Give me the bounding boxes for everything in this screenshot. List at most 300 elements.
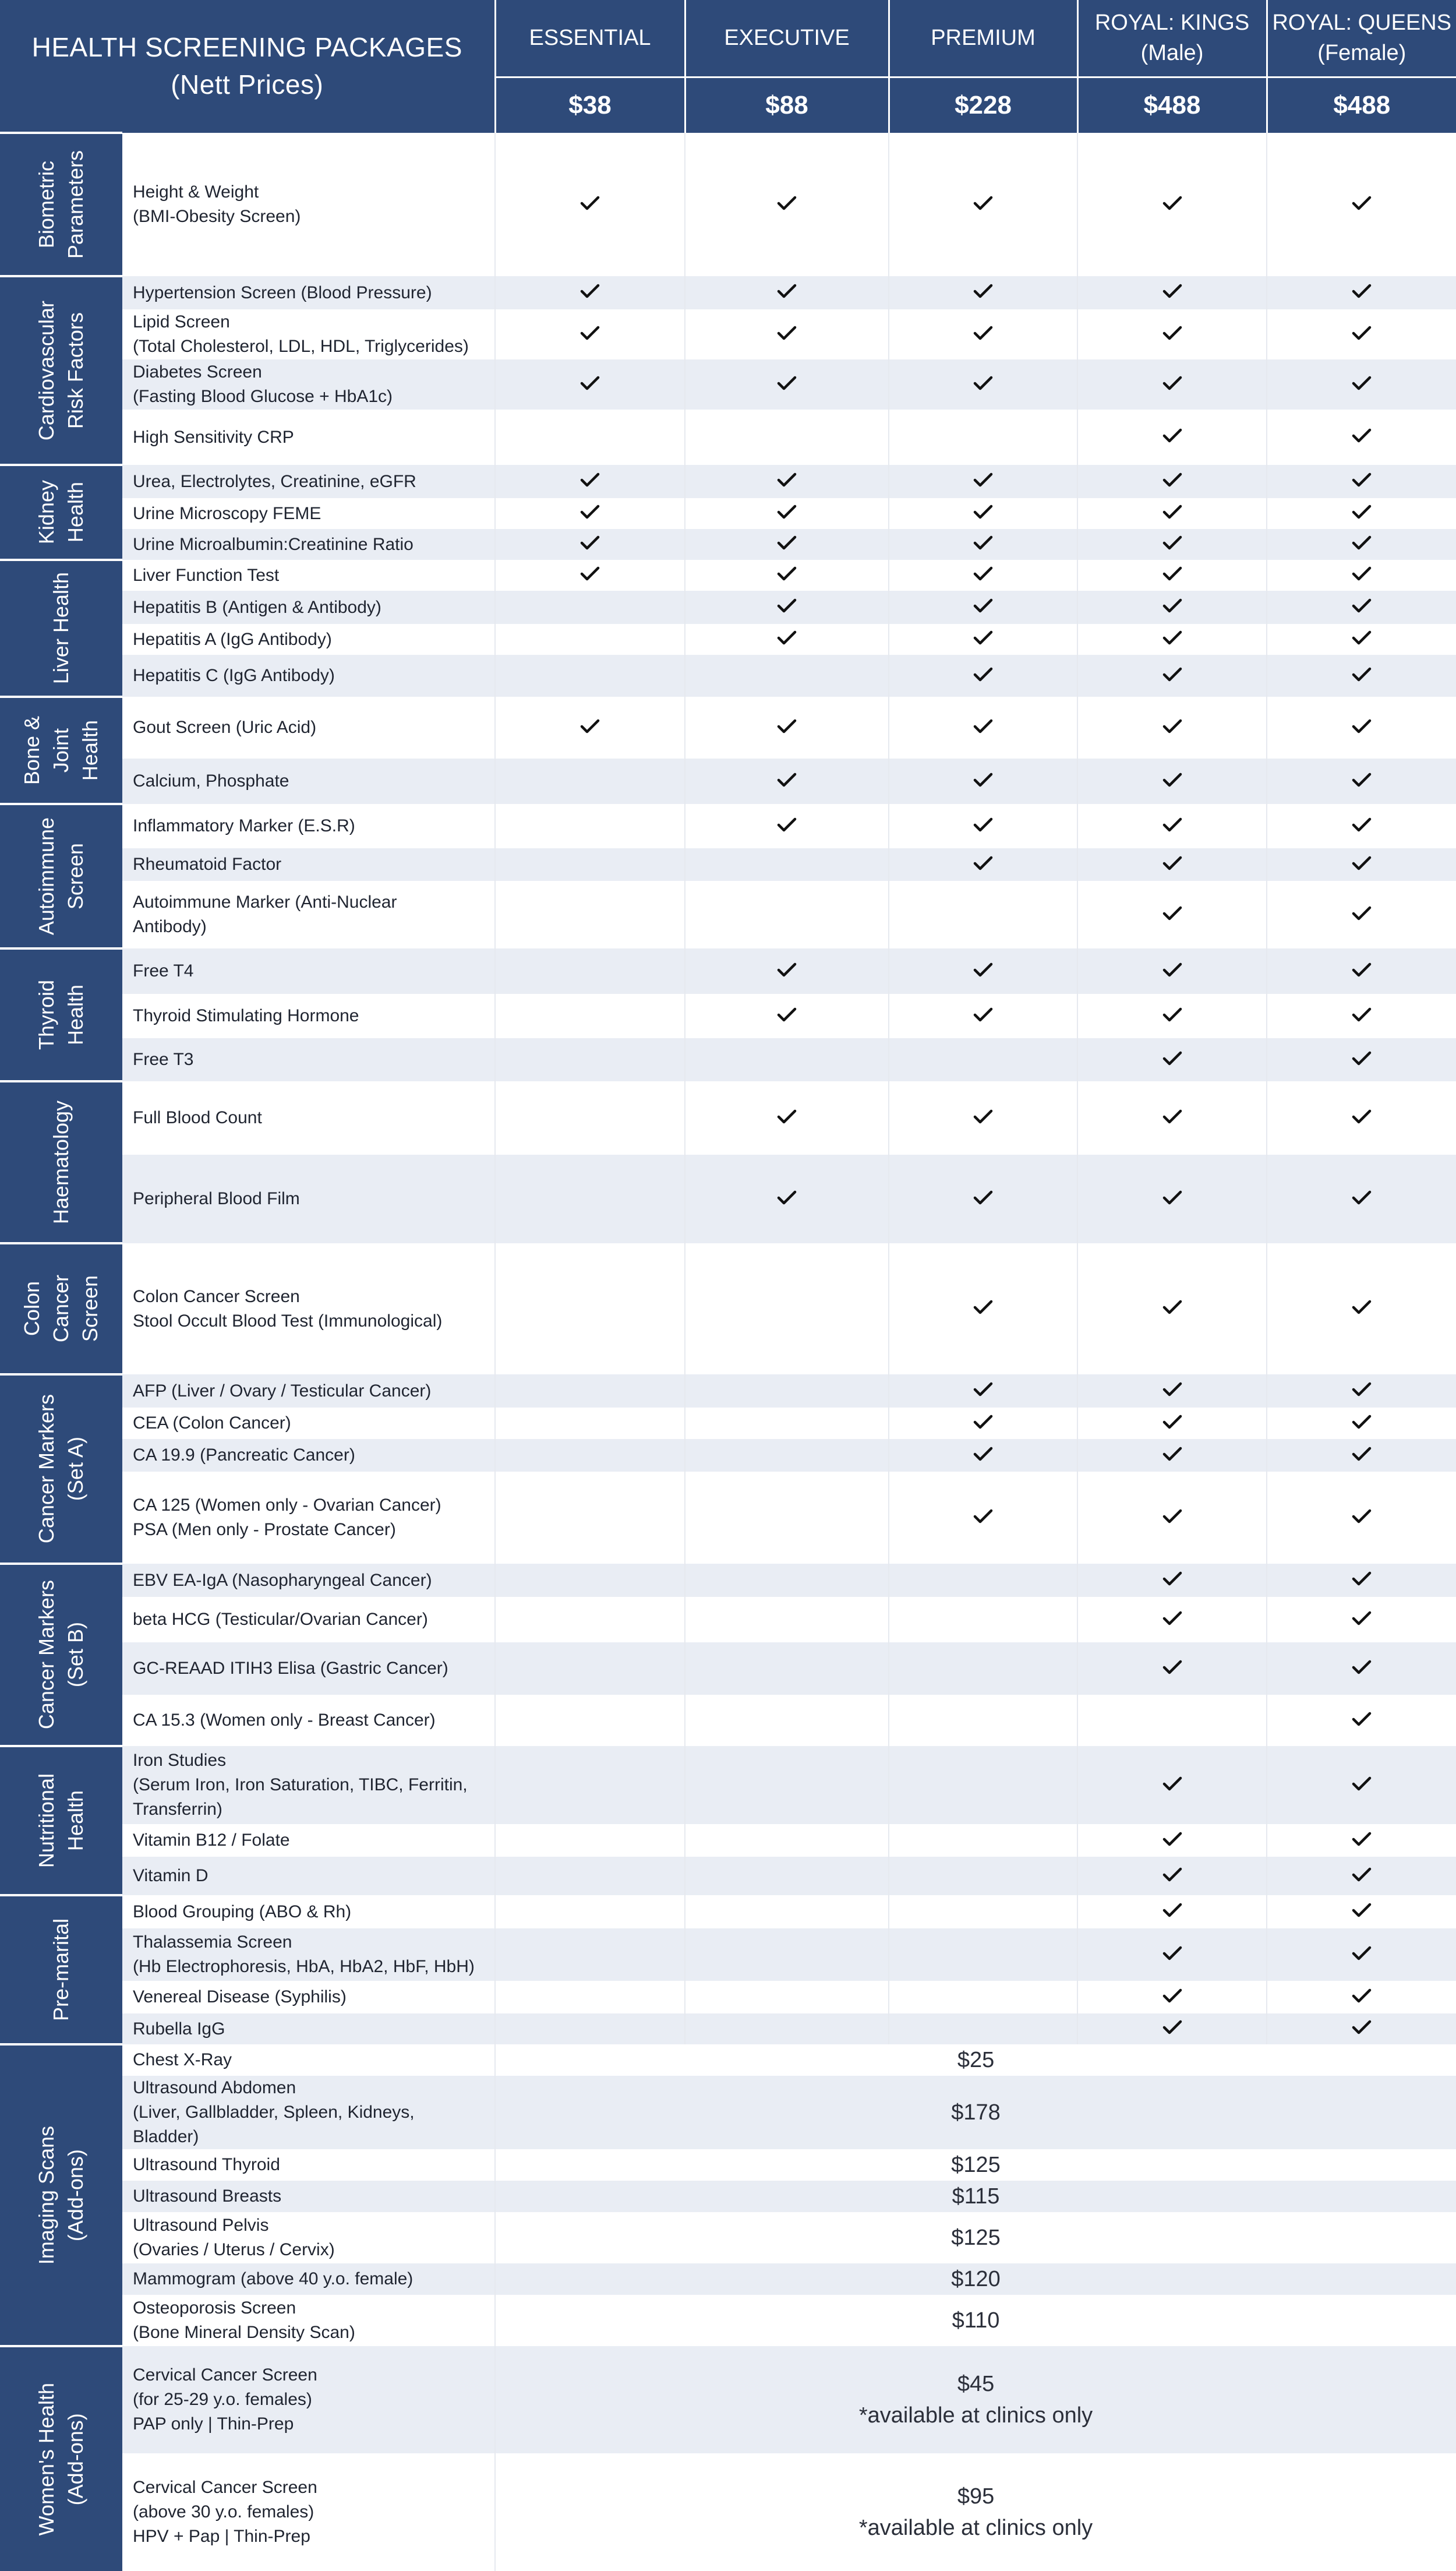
package-cell (495, 1695, 685, 1746)
check-icon (1162, 855, 1182, 872)
package-cell (1077, 759, 1267, 804)
table-row (0, 1895, 1456, 1928)
test-name: Venereal Disease (Syphilis) (122, 1981, 495, 2013)
package-price-royal-kings: $488 (1077, 77, 1267, 133)
category-label (0, 1746, 122, 1895)
category-label (0, 2044, 122, 2346)
package-cell (685, 1746, 889, 1824)
package-cell (1077, 1408, 1267, 1439)
package-cell (495, 1408, 685, 1439)
package-cell (1267, 1642, 1456, 1695)
check-icon (1162, 905, 1182, 922)
package-cell (889, 309, 1077, 359)
package-cell (495, 848, 685, 881)
check-icon (1352, 1109, 1372, 1125)
package-price-executive: $88 (685, 77, 889, 133)
check-icon (1352, 1050, 1372, 1067)
table-row (0, 881, 1456, 948)
test-name: CEA (Colon Cancer) (122, 1408, 495, 1439)
check-icon (777, 566, 797, 582)
package-cell (1267, 276, 1456, 309)
category-label (0, 804, 122, 948)
check-icon (1352, 504, 1372, 520)
package-cell (1077, 591, 1267, 624)
package-cell (1267, 1564, 1456, 1597)
check-icon (1352, 1571, 1372, 1587)
package-cell (1267, 359, 1456, 410)
table-row (0, 1642, 1456, 1695)
title-line-2: (Nett Prices) (171, 69, 324, 100)
package-cell (1267, 881, 1456, 948)
package-cell (1267, 948, 1456, 994)
package-cell (889, 1374, 1077, 1408)
package-cell (889, 994, 1077, 1038)
check-icon (1352, 472, 1372, 488)
package-cell (495, 1472, 685, 1564)
package-cell (1077, 1642, 1267, 1695)
check-icon (1162, 283, 1182, 299)
test-name: CA 125 (Women only - Ovarian Cancer) PSA (Men only - Prostate Cancer) (122, 1472, 495, 1564)
package-cell (685, 498, 889, 529)
package-cell (685, 1408, 889, 1439)
check-icon (777, 1007, 797, 1023)
package-cell (495, 591, 685, 624)
package-cell (685, 1155, 889, 1243)
table-row (0, 2453, 1456, 2571)
check-icon (1162, 1508, 1182, 1525)
check-icon (973, 630, 993, 646)
category-name: Colon Cancer Screen (20, 1275, 102, 1343)
test-name: Peripheral Blood Film (122, 1155, 495, 1243)
table-row (0, 804, 1456, 848)
package-cell (1267, 994, 1456, 1038)
test-name: Ultrasound Abdomen (Liver, Gallbladder, Spleen, Kidneys, Bladder) (122, 2076, 495, 2149)
package-price-premium: $228 (889, 77, 1077, 133)
category-label (0, 2346, 122, 2571)
category-label (0, 1374, 122, 1564)
check-icon (973, 1446, 993, 1462)
package-cell (1267, 1746, 1456, 1824)
check-icon (1352, 1508, 1372, 1525)
package-cell (1267, 1695, 1456, 1746)
category-label (0, 133, 122, 276)
package-cell (685, 591, 889, 624)
table-row (0, 1746, 1456, 1824)
category-name: Cardiovascular Risk Factors (34, 300, 87, 441)
table-row (0, 2346, 1456, 2453)
package-cell (889, 133, 1077, 276)
test-name: Hepatitis A (IgG Antibody) (122, 624, 495, 655)
category-name: Cancer Markers (Set B) (34, 1580, 87, 1730)
category-label (0, 465, 122, 560)
package-cell (889, 1928, 1077, 1981)
package-cell (1077, 2013, 1267, 2044)
check-icon (973, 962, 993, 978)
package-cell (1267, 410, 1456, 465)
check-icon (1162, 195, 1182, 211)
package-cell (889, 948, 1077, 994)
addon-price: $115 (495, 2181, 1456, 2212)
package-cell (685, 276, 889, 309)
check-icon (1352, 1867, 1372, 1883)
package-cell (1267, 1155, 1456, 1243)
check-icon (1162, 1414, 1182, 1430)
table-row (0, 529, 1456, 560)
category-label (0, 948, 122, 1081)
check-icon (1352, 2019, 1372, 2036)
test-name: Vitamin B12 / Folate (122, 1824, 495, 1857)
check-icon (1352, 772, 1372, 788)
package-name-essential: ESSENTIAL (495, 0, 685, 77)
package-cell (685, 948, 889, 994)
check-icon (1162, 1988, 1182, 2004)
package-cell (1267, 655, 1456, 697)
table-row (0, 1824, 1456, 1857)
check-icon (1352, 1945, 1372, 1962)
table-row (0, 1243, 1456, 1374)
test-name: Liver Function Test (122, 560, 495, 591)
category-name: Biometric Parameters (34, 150, 87, 259)
test-name: Free T3 (122, 1038, 495, 1081)
test-name: Iron Studies (Serum Iron, Iron Saturation, TIBC, Ferritin, Transferrin) (122, 1746, 495, 1824)
check-icon (1352, 1610, 1372, 1627)
test-name: CA 19.9 (Pancreatic Cancer) (122, 1439, 495, 1472)
package-cell (1077, 655, 1267, 697)
package-cell (495, 1155, 685, 1243)
package-cell (495, 1981, 685, 2013)
package-cell (1077, 1928, 1267, 1981)
package-cell (1077, 309, 1267, 359)
package-cell (889, 591, 1077, 624)
package-name-royal-kings: ROYAL: KINGS (Male) (1077, 0, 1267, 77)
table-row (0, 1408, 1456, 1439)
package-cell (1267, 560, 1456, 591)
table-row (0, 2263, 1456, 2295)
package-cell (1077, 1439, 1267, 1472)
package-cell (685, 133, 889, 276)
check-icon (973, 566, 993, 582)
category-label (0, 560, 122, 697)
check-icon (1162, 666, 1182, 683)
check-icon (1352, 598, 1372, 614)
test-name: CA 15.3 (Women only - Breast Cancer) (122, 1695, 495, 1746)
package-cell (685, 1695, 889, 1746)
test-name: Ultrasound Thyroid (122, 2149, 495, 2181)
package-cell (889, 1408, 1077, 1439)
package-cell (1267, 624, 1456, 655)
package-cell (685, 1895, 889, 1928)
table-row (0, 560, 1456, 591)
package-cell (1077, 697, 1267, 759)
package-cell (495, 309, 685, 359)
package-cell (889, 1824, 1077, 1857)
package-cell (495, 804, 685, 848)
check-icon (777, 472, 797, 488)
check-icon (777, 1190, 797, 1206)
test-name: Rubella IgG (122, 2013, 495, 2044)
check-icon (580, 472, 600, 488)
check-icon (973, 1381, 993, 1398)
package-cell (495, 624, 685, 655)
check-icon (1352, 1659, 1372, 1676)
test-name: Thyroid Stimulating Hormone (122, 994, 495, 1038)
package-cell (685, 1824, 889, 1857)
check-icon (1352, 855, 1372, 872)
package-cell (685, 1642, 889, 1695)
package-cell (1267, 2013, 1456, 2044)
package-name-premium: PREMIUM (889, 0, 1077, 77)
table-row (0, 1081, 1456, 1155)
package-cell (1077, 804, 1267, 848)
table-row (0, 2013, 1456, 2044)
table-row (0, 1564, 1456, 1597)
package-cell (1077, 1895, 1267, 1928)
package-price-essential: $38 (495, 77, 685, 133)
check-icon (1162, 428, 1182, 444)
package-cell (1267, 465, 1456, 498)
package-cell (889, 1155, 1077, 1243)
check-icon (1352, 1381, 1372, 1398)
category-name: Pre-marital (49, 1918, 73, 2022)
check-icon (1352, 1988, 1372, 2004)
package-name-executive: EXECUTIVE (685, 0, 889, 77)
package-cell (1077, 1243, 1267, 1374)
package-cell (1267, 309, 1456, 359)
check-icon (777, 630, 797, 646)
check-icon (973, 1508, 993, 1525)
package-cell (685, 1038, 889, 1081)
check-icon (777, 598, 797, 614)
package-cell (1077, 410, 1267, 465)
check-icon (580, 375, 600, 392)
check-icon (777, 962, 797, 978)
table-row (0, 759, 1456, 804)
package-cell (685, 655, 889, 697)
package-cell (495, 1824, 685, 1857)
package-cell (889, 1695, 1077, 1746)
table-row (0, 655, 1456, 697)
check-icon (777, 325, 797, 341)
package-cell (685, 624, 889, 655)
check-icon (1162, 772, 1182, 788)
package-cell (685, 2013, 889, 2044)
package-cell (1077, 1981, 1267, 2013)
package-cell (685, 529, 889, 560)
package-cell (1077, 624, 1267, 655)
check-icon (1352, 666, 1372, 683)
test-name: Urine Microalbumin:Creatinine Ratio (122, 529, 495, 560)
test-name: Height & Weight (BMI-Obesity Screen) (122, 133, 495, 276)
package-cell (495, 1374, 685, 1408)
table-row (0, 410, 1456, 465)
table-row (0, 2295, 1456, 2346)
package-cell (1267, 1895, 1456, 1928)
package-cell (889, 624, 1077, 655)
test-name: Autoimmune Marker (Anti-Nuclear Antibody) (122, 881, 495, 948)
package-cell (685, 1597, 889, 1642)
package-name-royal-queens: ROYAL: QUEENS (Female) (1267, 0, 1456, 77)
test-name: Urine Microscopy FEME (122, 498, 495, 529)
test-name: Free T4 (122, 948, 495, 994)
check-icon (1162, 630, 1182, 646)
package-cell (1267, 1439, 1456, 1472)
package-cell (495, 410, 685, 465)
package-cell (889, 1439, 1077, 1472)
package-cell (889, 1243, 1077, 1374)
package-cell (1267, 697, 1456, 759)
check-icon (777, 772, 797, 788)
package-cell (685, 359, 889, 410)
package-cell (889, 881, 1077, 948)
table-row (0, 2076, 1456, 2149)
package-cell (1267, 1472, 1456, 1564)
check-icon (1162, 1831, 1182, 1847)
check-icon (1162, 472, 1182, 488)
check-icon (1352, 1776, 1372, 1792)
check-icon (777, 1109, 797, 1125)
package-cell (685, 560, 889, 591)
package-cell (1077, 560, 1267, 591)
package-cell (685, 1374, 889, 1408)
check-icon (1162, 1381, 1182, 1398)
test-name: Gout Screen (Uric Acid) (122, 697, 495, 759)
table-row (0, 1695, 1456, 1746)
check-icon (973, 535, 993, 551)
package-cell (889, 1746, 1077, 1824)
test-name: Ultrasound Breasts (122, 2181, 495, 2212)
check-icon (1162, 375, 1182, 392)
package-cell (889, 2013, 1077, 2044)
check-icon (1162, 566, 1182, 582)
category-name: Liver Health (49, 572, 73, 685)
category-name: Women's Health (Add-ons) (34, 2382, 87, 2536)
table-row (0, 1472, 1456, 1564)
test-name: Osteoporosis Screen (Bone Mineral Density Scan) (122, 2295, 495, 2346)
check-icon (1352, 428, 1372, 444)
check-icon (1352, 1711, 1372, 1727)
test-name: High Sensitivity CRP (122, 410, 495, 465)
table-row (0, 697, 1456, 759)
title-line-1: HEALTH SCREENING PACKAGES (31, 32, 462, 62)
addon-price: $120 (495, 2263, 1456, 2295)
check-icon (1352, 283, 1372, 299)
check-icon (1162, 1867, 1182, 1883)
table-title (0, 0, 495, 133)
category-label (0, 697, 122, 804)
check-icon (777, 535, 797, 551)
package-cell (1267, 848, 1456, 881)
check-icon (777, 375, 797, 392)
check-icon (973, 666, 993, 683)
check-icon (580, 535, 600, 551)
test-name: Full Blood Count (122, 1081, 495, 1155)
package-cell (889, 1981, 1077, 2013)
addon-price: $45 *available at clinics only (495, 2346, 1456, 2453)
test-name: Ultrasound Pelvis (Ovaries / Uterus / Cervix) (122, 2212, 495, 2263)
package-cell (495, 1439, 685, 1472)
package-cell (685, 1243, 889, 1374)
category-label (0, 1564, 122, 1746)
package-cell (495, 1081, 685, 1155)
table-row (0, 591, 1456, 624)
package-cell (495, 1895, 685, 1928)
check-icon (1352, 195, 1372, 211)
check-icon (973, 375, 993, 392)
test-name: EBV EA-IgA (Nasopharyngeal Cancer) (122, 1564, 495, 1597)
package-cell (495, 133, 685, 276)
check-icon (777, 817, 797, 833)
check-icon (1162, 598, 1182, 614)
package-cell (1267, 1408, 1456, 1439)
check-icon (1352, 630, 1372, 646)
table-row (0, 309, 1456, 359)
package-cell (1267, 804, 1456, 848)
check-icon (1162, 2019, 1182, 2036)
package-cell (1077, 1564, 1267, 1597)
category-name: Haematology (49, 1100, 73, 1225)
category-name: Cancer Markers (Set A) (34, 1394, 87, 1544)
table-row (0, 1597, 1456, 1642)
package-cell (1267, 1081, 1456, 1155)
check-icon (1162, 1776, 1182, 1792)
package-cell (1077, 1857, 1267, 1895)
package-cell (889, 1472, 1077, 1564)
package-cell (685, 759, 889, 804)
package-cell (1077, 359, 1267, 410)
package-cell (685, 410, 889, 465)
package-cell (889, 1642, 1077, 1695)
test-name: Cervical Cancer Screen (above 30 y.o. females) HPV + Pap | Thin-Prep (122, 2453, 495, 2571)
table-row (0, 624, 1456, 655)
test-name: Mammogram (above 40 y.o. female) (122, 2263, 495, 2295)
package-cell (1077, 1038, 1267, 1081)
package-cell (495, 465, 685, 498)
table-row (0, 948, 1456, 994)
check-icon (973, 1414, 993, 1430)
test-name: Hepatitis C (IgG Antibody) (122, 655, 495, 697)
package-cell (495, 948, 685, 994)
check-icon (1162, 718, 1182, 735)
test-name: Lipid Screen (Total Cholesterol, LDL, HDL, Triglycerides) (122, 309, 495, 359)
package-cell (495, 359, 685, 410)
table-row (0, 848, 1456, 881)
package-cell (1267, 1928, 1456, 1981)
package-cell (495, 1038, 685, 1081)
addon-price: $110 (952, 2308, 1000, 2333)
test-name: Hypertension Screen (Blood Pressure) (122, 276, 495, 309)
package-cell (889, 410, 1077, 465)
check-icon (1352, 817, 1372, 833)
check-icon (973, 325, 993, 341)
category-name: Thyroid Health (34, 979, 87, 1050)
package-cell (495, 1564, 685, 1597)
check-icon (973, 772, 993, 788)
table-row (0, 498, 1456, 529)
package-cell (685, 804, 889, 848)
test-name: Chest X-Ray (122, 2044, 495, 2076)
check-icon (580, 325, 600, 341)
package-cell (889, 655, 1077, 697)
check-icon (777, 195, 797, 211)
package-cell (685, 848, 889, 881)
package-cell (889, 697, 1077, 759)
package-cell (495, 697, 685, 759)
package-cell (889, 804, 1077, 848)
check-icon (1162, 535, 1182, 551)
check-icon (580, 283, 600, 299)
table-row (0, 2181, 1456, 2212)
package-cell (1267, 1374, 1456, 1408)
